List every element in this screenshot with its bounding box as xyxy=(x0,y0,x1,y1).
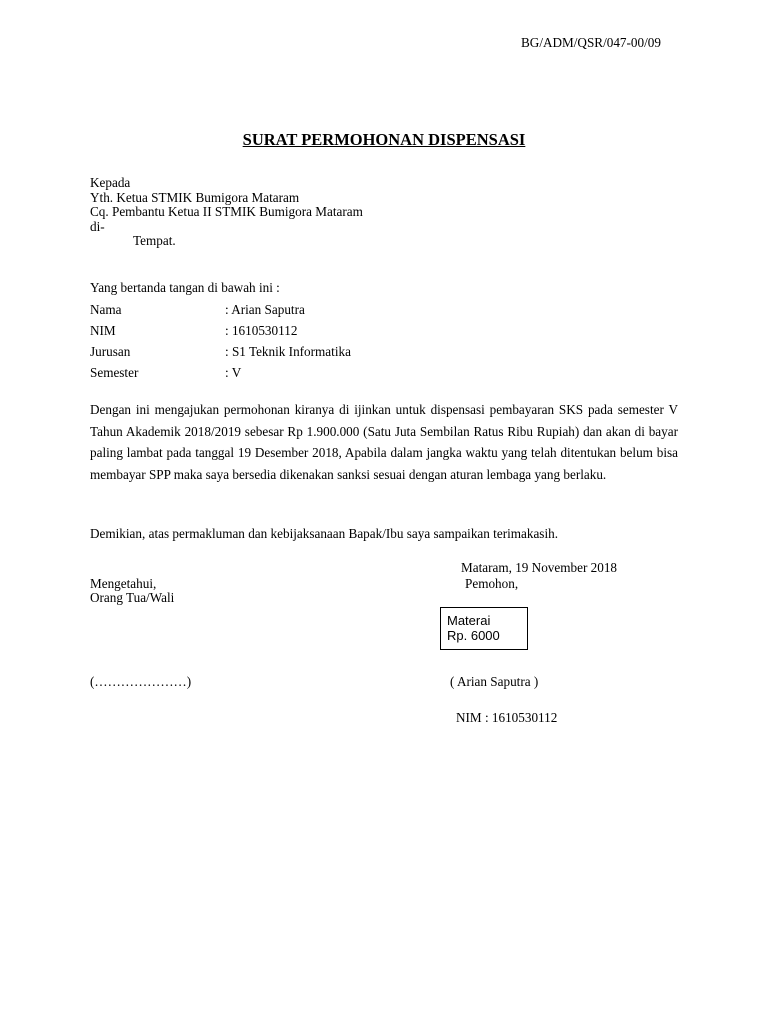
intro-text: Yang bertanda tangan di bawah ini : xyxy=(90,280,280,295)
stamp-line: Rp. 6000 xyxy=(447,628,500,643)
identity-value: : V xyxy=(225,365,242,380)
address-line: di- xyxy=(90,218,105,234)
parent-signature-line: (…………………) xyxy=(90,674,192,689)
document-code: BG/ADM/QSR/047-00/09 xyxy=(521,35,661,50)
identity-label: Nama xyxy=(90,302,122,317)
applicant-signature-name: ( Arian Saputra ) xyxy=(450,674,539,689)
letter-title: SURAT PERMOHONAN DISPENSASI xyxy=(242,130,526,149)
stamp-line: Materai xyxy=(447,613,491,628)
identity-value: : Arian Saputra xyxy=(225,302,305,317)
address-line: Cq. Pembantu Ketua II STMIK Bumigora Mataram xyxy=(90,204,363,219)
recipient-address xyxy=(90,176,363,249)
acknowledge-label: Mengetahui, xyxy=(90,576,157,591)
stamp-box xyxy=(440,607,528,650)
applicant-label: Pemohon, xyxy=(465,576,519,591)
body-paragraph: Dengan ini mengajukan permohonan kiranya di ijinkan untuk dispensasi pembayaran SKS pada semester V Tahun Akademik 2018/2019 sebesar Rp 1.900.000 (Satu Juta Sembilan Ratus Ribu Rupiah) dan akan di bayar paling lambat pada tanggal 19 Desember 2018, Apabila dalam jangka waktu yang telah ditentukan belum bisa membayar SPP maka saya bersedia dikenakan sanksi sesuai dengan aturan lembaga yang berlaku. xyxy=(90,402,678,482)
parent-label: Orang Tua/Wali xyxy=(90,590,175,605)
identity-value: : S1 Teknik Informatika xyxy=(225,344,351,359)
address-line: Tempat. xyxy=(133,233,176,248)
address-line: Yth. Ketua STMIK Bumigora Mataram xyxy=(90,189,300,205)
identity-label: Jurusan xyxy=(90,344,131,359)
applicant-nim: NIM : 1610530112 xyxy=(456,710,558,725)
place-date: Mataram, 19 November 2018 xyxy=(461,560,618,575)
closing-text: Demikian, atas permakluman dan kebijaksanaan Bapak/Ibu saya sampaikan terimakasih. xyxy=(90,526,558,541)
identity-value: : 1610530112 xyxy=(225,323,298,338)
identity-label: NIM xyxy=(90,323,116,338)
address-line: Kepada xyxy=(90,175,131,190)
identity-label: Semester xyxy=(90,365,139,380)
